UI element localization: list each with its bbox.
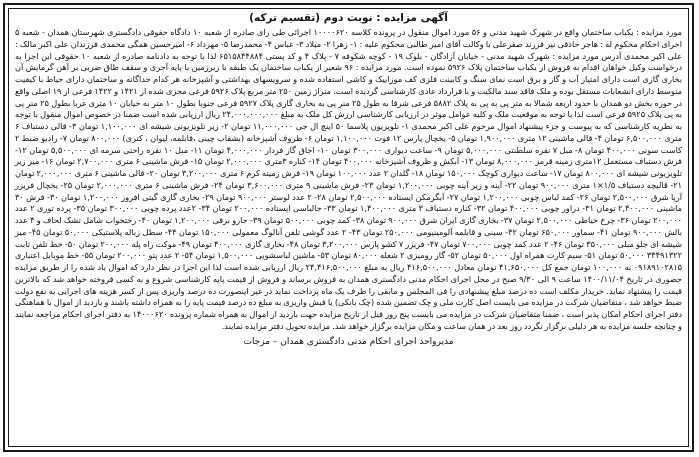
notice-title: آگهی مزایده : نوبت دوم (تقسیم ترکه) <box>249 12 448 24</box>
notice-body: مورد مزایده : یکباب ساختمان واقع در شهرک شهید مدنی و ۵۶ مورد اموال منقول در پرونده کلاسه ۱۰۰۰۰۶۲۰ اجرائی طی رای صادره از شعبه ۱۰ دادگاه حقوقی دادگستری شهرستان همدان - شعبه ۵ اجرای احکام محکوم له : هاجر حاذقی نیر فرزند صفرعلی با وکالت آقای امیر طالبی محکوم علیه : ۱- زهرا ۲- میلاد ۳- عباس ۴- محمدرضا ۵- مهرداد ۶- امیرحسین همگی محمدی فرزندان علی اکبر مالک : علی اکبر محمدی آدرس مورد مزایده : شهرک شهید مدنی - خیابان آزادگان - بلوک ۱۹ - کوچه شکوفه ۷ - پلاک ۴ و کد پستی ۶۵۱۵۸۴۴۸۸۴ لذا با توجه به دادنامه صادره از شعبه ۱۰ حقوقی این اجرا به درخواست وکیل خواهان اقدام به فروش از یکباب ساختمان پلاک ۵۹۲۶ نموده است. مورد مزایده : ۹۶ شعیر از یکباب ساختمان یک طبقه با زیرزمین با پایه آجری و سقف طاق ضربی بر آهن گرمایش آن بخاری گازی است دارای امتیاز آب و گاز و برق است نمای سنگ و کابینت فلزی کف موزاییک و کاشی استفاده شده و سرویسهای بهداشتی و آشپزخانه هر کدام جداگانه و ساختمان دارای حیاط با کیفیت متوسط دارای انشعابات مستقل بوده و ملک فاقد سند مالکیت و با قرارداد عادی کارشناسی گردیده است. متراژ زمین ۲۵۰ متر مربع پلاک ۵۹۲۶ فرعی مجزی شده از ۱۴۲۱ و ۱۴۲۲ فرعی از ۱۹ اصلی واقع در حوزه بخش دو همدان با حدود اربعه شمالا به متر پی به پی به پلاک ۵۸۸۲ فرعی شرقا به طول ۲۵ متر پی به بخاری گازی پلاک ۵۹۲۷ فرعی جنوبا بطول ۱۰ متر به خیابان ۱۰ متری غربا بطول ۲۵ متر پی به پی پلاک ۵۹۲۵ فرعی است لذا با توجه به موقعیت ملک و کلیه عوامل موثر در ارزیابی کارشناسی ارزش کل ملک به مبلغ ۲۴,۰۰۰,۰۰۰,۰۰۰ ریال ارزیابی شده است ضمنا در خصوص اموال منقول با توجه به نظریه کارشناسی که به پیوست و جزء پیشنهاد اموال مرحوم علی اکبر محمدی ۱- تلویزیون پلاسما ۵۰ اینچ ال جی ۱۱,۰۰۰,۰۰۰ تومان ۲- زیر تلویزیونی شیشه ای ۱,۱۰۰,۰۰۰ تومان ۳- قالی دستباف ۶ متری ۶,۵۰۰,۰۰۰ تومان ۴- قالی ماشینی ۱۲ متری ۱,۹۰۰,۰۰۰ تومان ۵- یخچال پارس ۱۲ فوت ۱,۱۰۰,۰۰۰ تومان ۶- ظروف آشپزخانه (بشقاب چینی ،قابلمه، لیوان ، کتری) ۸۰۰,۰۰۰ تومان ۷- رادیو ضبط ۲ کاست سونی ۴۰۰,۰۰۰ تومان ۸- مبل ۷ نفره سلطنتی ۵,۰۰۰,۰۰۰ تومان ۹- ساعت دیواری ۳۰۰,۰۰۰ تومان ۱۰- اجاق گاز فردار ۴,۰۰۰,۰۰۰ تومان ۱۱- مبل ۱۰ نفره راحتی سرمه ای ۵,۵۰۰,۰۰۰ تومان ۱۲- فرش دستباف مستعمل ۱۲متری زمینه قرمز ۸,۰۰۰,۰۰۰ تومان ۱۳- آبکش و ظروف آشپزخانه ۴۰۰,۰۰۰ تومان ۱۴- کناره ۳متری ۲,۰۰۰,۰۰۰ تومان ۱۵- فرش ماشینی ۶ متری ۲,۷۰۰,۰۰۰ تومان ۱۶- میز زیر تلویزیونی شیشه ای ۸۰۰,۰۰۰ تومان ۱۷- ساعت دیواری کوچک ۱۵۰,۰۰۰ تومان ۱۸- گلدان ۲ عدد ۱۰۰,۰۰۰ تومان ۱۹- فرش زمینه کرم ۶ متری ۳,۲۰۰,۰۰۰ تومان ۲۰- قالی ماشینی ۶ متری ۲,۰۰۰,۰۰۰ تومان ۲۱- قالیچه دستباف ۱/۵×۱ متری ۹۰۰,۰۰۰ تومان ۲۲- آینه و زیر آینه چوبی ۱,۲۰۰,۰۰۰ تومان ۲۳- فرش ماشینی ۹ متری ۳,۶۰۰,۰۰۰ تومان ۲۴- فرش ماشینی ۶ متری ۲,۰۰۰,۰۰۰ تومان ۲۵- یخچال فریزر آریا شرق ۲,۵۰۰,۰۰۰ تومان ۲۶- کمد لباس چوبی ۱,۲۰۰,۰۰۰ تومان ۲۷- آبگرمکن ایستاده ۲,۵۰۰,۰۰۰ تومان ۲۸- ۲ عدد لوستر ۹۰۰,۰۰۰ تومان ۲۹- بخاری گازی گیتی افروز ۱,۲۰۰,۰۰۰ تومان ۳۰- فرش ۳۰ ماشینی ۲,۴۰۰,۰۰۰ تومان ۳۱- دراور چوبی ۴۰۰,۰۰۰ تومان ۳۲- کناره دستباف ۳ متری ۱,۴۰۰,۰۰۰ تومان ۳۳- جالباسی ایستاده ۲۰۰,۰۰۰ تومان ۳۴- ۲عدد پرده چوبی ۳۰۰,۰۰۰ تومان ۳۵- پرده توری ۲ عدد ۲۰۰,۰۰۰ تومان ۳۶- چرخ خیاطی ۲,۵۰۰,۰۰۰ تومان ۳۷- بخاری گازی ایران شرق ۹۰۰,۰۰۰ تومان ۳۸- کمد چوبی ۵۰۰,۰۰۰ تومان ۳۹- جارو برقی ۱,۲۰۰,۰۰۰ تومان ۴۰- رختخواب شامل تشک لحاف و ۴ عدد بالش ۹۰۰,۰۰۰ تومان ۴۱- سماور ۶۵۰,۰۰۰ تومان ۴۲- سینی و قابلمه آلومینیومی ۲۵۰,۰۰۰ تومان ۴۳- ۲ عدد گوشی تلفن آنالوگ معمولی ۱۵۰,۰۰۰ تومان ۴۴- سطل زباله پلاستیکی ۵۰,۰۰۰ تومان ۴۵- میز شیشه ای جلو مبلی ۳۵۰,۰۰۰ تومان ۴۶- ۲ عدد کمد چوبی ۷۰۰,۰۰۰ تومان ۴۷- فریزر ۷ کشو پارس ۳,۲۰۰,۰۰۰ تومان ۴۸- بخاری گازی ۴۰۰,۰۰۰ تومان ۴۹- موکت راه پله ۲۰۰,۰۰۰ تومان ۵۰- خط تلفن ثابت ۳۴۴۹۱۳۲۲ ۵۰,۰۰۰ تومان ۵۱- سیم کارت همراه اول ۵۰,۰۰۰ تومان ۵۲- گاز رومیزی ۲ شعله ۸۰,۰۰۰ تومان ۵۳- ماشین لباسشویی ۱,۵۰۰,۰۰۰ تومان ۵۴- ۲ عدد پتو ۲۰۰,۰۰۰ تومان ۵۵- خط موبایل اعتباری ۰۹۱۸۹۱۰۲۸۱۵ به ۱۰۰,۰۰۰ تومان جمع کل ۴۱,۶۵۰,۰۰۰ تومان معادل ۴۱۶,۵۰۰,۰۰۰ ریال به مبلغ ۲۴,۴۱۶,۵۰۰,۰۰۰ ریال ارزیابی شده است لذا این اجرا در نظر دارد که اموال یاد شده را از طریق مزایده حضوری در تاریخ ۱۴۰۰/۱۱/۰۴ ساعت ۹ الی ۹/۳۰ صبح در محل اجرای احکام مدنی دادگستری همدان به فروش برساند و فروش از قیمت پایه کارشناسی شروع و به کسی فروخته خواهد شد که بالاترین قیمت را پیشنهاد نماید. خریدار مکلف است ده درصد مبلغ پیشنهادی را فی المجلس و مابقی را ظرف یک ماه پرداخت نماید در غیر اینصورت ده درصد واریزی پس از کسر هزینه های اجرایی به نفع دولت ضبط خواهد شد ، متقاضیان شرکت در مزایده می بایست اصل کارت ملی و چک تضمین شده (چک بانکی) یا فیش واریزی به مبلغ ده درصد قیمت پایه را به همراه داشته باشند و بازدید از اموال با هماهنگی دفتر اجرای احکام امکان پذیر است ، ضمنا متقاضیان شرکت در مزایده می بایست پنج روز قبل از تاریخ مزایده جهت بازدید از اموال به همراه شماره پرونده ۱۴۰۰۰۶۲۰ به دفتر اجرای احکام مراجعه نمایند و چنانچه جلسه مزایده به هر دلیلی برگزار نگردد روز بعد در همان ساعت و مکان مزایده برگزار خواهد شد. مزایده تحویل دفتر مزایده نمایند. <box>15 27 683 331</box>
notice-box <box>8 8 689 447</box>
notice-outer-border <box>3 3 694 452</box>
notice-signature: مدیرواحد اجرای احکام مدنی دادگستری همدان – مزجات <box>243 336 454 347</box>
